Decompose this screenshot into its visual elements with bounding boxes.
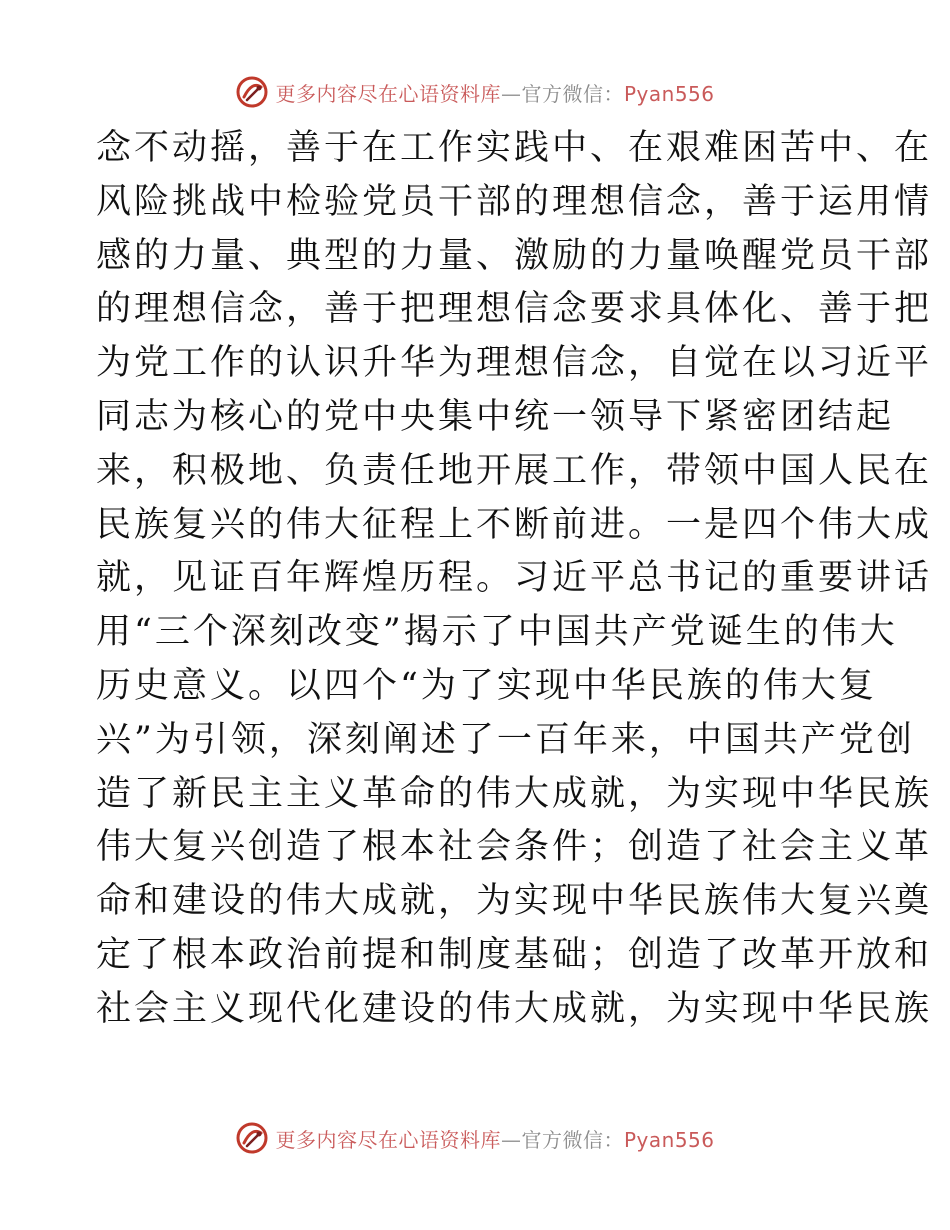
brand-logo-icon — [235, 75, 269, 109]
body-line: 历史意义。以四个“为了实现中华民族的伟大复 — [96, 665, 877, 706]
footer-brand-text: 更多内容尽在心语资料库 — [275, 1127, 501, 1152]
body-line: 同志为核心的党中央集中统一领导下紧密团结起 — [96, 396, 895, 437]
body-line: 念不动摇，善于在工作实践中、在艰难困苦中、在 — [96, 128, 933, 168]
header-banner — [0, 72, 950, 112]
header-wechat-label: 官方微信： — [521, 81, 624, 106]
body-line: 为党工作的认识升华为理想信念，自觉在以习近平 — [96, 343, 933, 384]
body-line: 兴”为引领，深刻阐述了一百年来，中国共产党创 — [96, 719, 915, 760]
body-line: 来，积极地、负责任地开展工作，带领中国人民在 — [96, 450, 933, 491]
body-line: 的理想信念，善于把理想信念要求具体化、善于把 — [96, 289, 933, 330]
body-line: 感的力量、典型的力量、激励的力量唤醒党员干部 — [96, 235, 933, 276]
header-wechat-id: Pyan556 — [623, 81, 715, 106]
body-line: 就，见证百年辉煌历程。习近平总书记的重要讲话 — [96, 558, 933, 599]
body-line: 社会主义现代化建设的伟大成就，为实现中华民族 — [96, 988, 933, 1029]
brand-logo-icon — [235, 1121, 269, 1155]
body-line: 伟大复兴创造了根本社会条件；创造了社会主义革 — [96, 827, 933, 868]
body-line: 造了新民主主义革命的伟大成就，为实现中华民族 — [96, 773, 933, 814]
footer-text — [275, 1124, 714, 1153]
header-text — [275, 78, 714, 107]
footer-separator: — — [500, 1127, 522, 1152]
document-body — [96, 122, 933, 1037]
footer-banner — [0, 1118, 950, 1158]
footer-wechat-label: 官方微信： — [521, 1127, 624, 1152]
header-separator: — — [500, 81, 522, 106]
body-line: 命和建设的伟大成就，为实现中华民族伟大复兴奠 — [96, 881, 933, 922]
body-line: 民族复兴的伟大征程上不断前进。一是四个伟大成 — [96, 504, 933, 545]
body-line: 定了根本政治前提和制度基础；创造了改革开放和 — [96, 934, 933, 975]
header-brand-text: 更多内容尽在心语资料库 — [275, 81, 501, 106]
body-line: 用“三个深刻改变”揭示了中国共产党诞生的伟大 — [96, 612, 898, 653]
footer-wechat-id: Pyan556 — [623, 1127, 715, 1152]
body-line: 风险挑战中检验党员干部的理想信念，善于运用情 — [96, 181, 933, 222]
